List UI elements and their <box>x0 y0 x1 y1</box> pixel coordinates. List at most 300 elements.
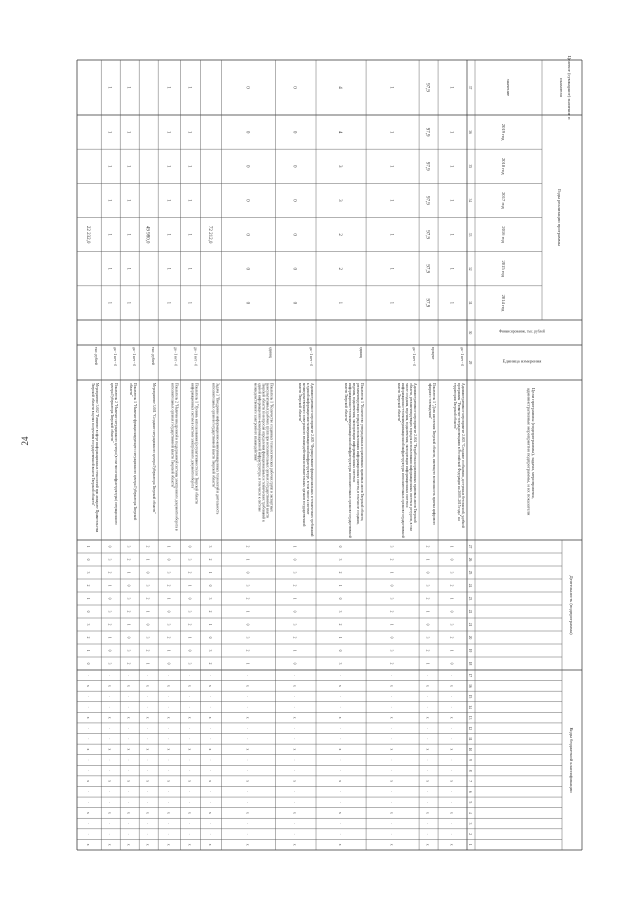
code-mark: · <box>338 727 343 729</box>
code-mark: · <box>86 791 91 793</box>
code-mark: x <box>166 716 171 719</box>
activity-mark: 2 <box>166 636 171 639</box>
code-mark: x <box>245 716 250 719</box>
row-unit: тыс. рублей <box>94 347 99 365</box>
row-text: Показатель 2 "Наличие ситуационного центра (в том числе инфраструктуры) ситуационногоцентра Губернатора Тверской области" <box>110 383 119 525</box>
row-text: Показатель 1 "Количество утвержденных нормативных правовых актов Тверской области,регламентирующих порядок использования информационных систем, в том числе создания,ведения, подключения, эксплуатации информационных систем иинформационно-телекоммуникационной инфраструктуры исполнительных органов государственнойвласти Тверской области" <box>344 383 365 538</box>
col-number: 37 <box>468 85 472 90</box>
activity-mark: 1 <box>187 636 192 639</box>
code-mark: · <box>208 769 213 772</box>
activity-mark: 0 <box>107 597 112 600</box>
activity-mark: 1 <box>166 545 171 548</box>
code-mark: · <box>389 727 394 729</box>
activity-mark: 2 <box>292 636 297 639</box>
code-mark: x <box>126 780 131 783</box>
code-mark: · <box>389 833 394 835</box>
activity-mark: 1 <box>208 623 213 626</box>
activity-mark: 3 <box>187 662 192 665</box>
activity-mark: 0 <box>86 662 91 665</box>
code-mark: · <box>166 801 171 803</box>
activity-mark: 3 <box>449 571 454 574</box>
code-mark: x <box>107 748 112 751</box>
row-text: Показатель 1 "Количество созданных технологических рабочих групп и экспертных(консультативных) рабочих групп при исполнительных органах государственной властиТверской области по вопросам определения функциональных и технических требований кединой информационно-коммуникационной инфраструктуре, в том числе к системемежведомственного электронного взаимодействия" <box>253 383 274 522</box>
activity-mark: 3 <box>126 649 131 652</box>
row-unit: да - 1 нет - 0 <box>193 347 198 366</box>
col-number: 5 <box>468 801 472 804</box>
code-mark: · <box>338 695 343 698</box>
code-mark: · <box>245 833 250 835</box>
row-unit: да - 1 нет - 0 <box>309 347 314 366</box>
col-number: 13 <box>468 715 472 720</box>
code-mark: · <box>208 759 213 761</box>
code-mark: x <box>166 780 171 783</box>
code-mark: · <box>86 801 91 803</box>
code-mark: · <box>292 674 297 676</box>
activity-mark: 1 <box>425 662 430 665</box>
row-value: 1 <box>165 267 171 270</box>
code-mark: x <box>245 812 250 814</box>
code-mark: · <box>166 791 171 793</box>
col-number: 29 <box>468 360 472 365</box>
code-mark: · <box>292 791 297 793</box>
code-mark: · <box>292 738 297 740</box>
col-number: 35 <box>468 164 472 169</box>
activity-mark: 3 <box>245 584 250 587</box>
code-mark: · <box>187 769 192 772</box>
activity-mark: 2 <box>245 545 250 548</box>
activity-mark: 0 <box>425 571 430 574</box>
activity-mark: 0 <box>208 584 213 587</box>
row-unit: да - 1 нет - 0 <box>460 347 464 366</box>
code-mark: · <box>245 674 250 676</box>
code-mark: · <box>245 706 250 708</box>
code-mark: · <box>107 822 112 825</box>
code-mark: · <box>449 674 454 676</box>
code-mark: · <box>145 738 150 740</box>
code-mark: · <box>86 674 91 676</box>
activity-mark: 1 <box>166 649 171 652</box>
code-mark: · <box>145 791 150 793</box>
code-mark: x <box>449 748 454 751</box>
code-mark: · <box>425 759 430 761</box>
code-mark: · <box>425 822 430 825</box>
code-mark: · <box>166 759 171 761</box>
activity-mark: 2 <box>389 610 394 613</box>
code-mark: x <box>389 843 394 846</box>
row-text: Административное мероприятие 2.005 "Формирование функциональных и технических требованийк единой информационно-коммуникационной инфраструктуре, в том числе к системемежведомственного электронного взаимодействия исполнительных органов государственнойвласти Тверской области" <box>298 383 315 537</box>
row-value: 1 <box>186 130 192 134</box>
row-value: 49 980,0 <box>144 225 150 244</box>
activity-mark: 2 <box>126 610 131 613</box>
code-mark: · <box>166 674 171 676</box>
col-number: 22 <box>468 609 472 614</box>
code-mark: x <box>245 684 250 687</box>
code-mark: · <box>245 822 250 825</box>
code-mark: · <box>145 674 150 676</box>
activity-mark: 1 <box>86 649 91 652</box>
row-value: 1 <box>125 165 131 168</box>
activity-mark: 1 <box>449 597 454 600</box>
code-mark: x <box>389 812 394 814</box>
page-number: 24 <box>20 436 30 446</box>
code-mark: x <box>208 684 213 687</box>
activity-mark: 3 <box>338 558 343 561</box>
row-value: 0 <box>291 301 297 305</box>
code-mark: · <box>245 738 250 740</box>
code-mark: · <box>449 706 454 708</box>
activity-mark: 0 <box>292 558 297 561</box>
activity-mark: 1 <box>86 597 91 600</box>
row-value: 0 <box>291 130 297 134</box>
col-number: 20 <box>468 635 472 640</box>
activity-mark: 2 <box>187 623 192 626</box>
code-mark: x <box>292 812 297 814</box>
code-mark: x <box>107 780 112 783</box>
code-mark: x <box>208 843 213 846</box>
activity-mark: 3 <box>425 636 430 639</box>
row-value: 1 <box>337 301 343 305</box>
activity-mark: 2 <box>126 558 131 561</box>
row-value: 1 <box>186 301 192 305</box>
activity-mark: 2 <box>389 662 394 665</box>
code-mark: · <box>145 706 150 708</box>
code-mark: x <box>292 748 297 751</box>
row-value: 1 <box>388 130 394 134</box>
row-value: 97,9 <box>424 298 430 308</box>
row-value: 22 232,0 <box>85 225 91 244</box>
code-mark: · <box>208 738 213 740</box>
activity-mark: 2 <box>107 623 112 626</box>
code-mark: · <box>107 833 112 835</box>
code-mark: · <box>449 695 454 698</box>
col-number: 3 <box>468 822 472 825</box>
row-value: 1 <box>106 165 112 168</box>
activity-mark: 2 <box>389 558 394 561</box>
col-number: 12 <box>468 726 472 731</box>
activity-mark: 0 <box>145 623 150 626</box>
target-header-2: оказателя <box>559 78 564 97</box>
code-mark: · <box>449 801 454 803</box>
code-mark: · <box>107 769 112 772</box>
col-number: 17 <box>468 673 472 678</box>
code-mark: · <box>449 738 454 740</box>
row-value: 1 <box>165 86 171 89</box>
activity-mark: 1 <box>338 584 343 587</box>
code-mark: x <box>107 716 112 719</box>
activity-mark: 1 <box>145 558 150 561</box>
activity-mark: 1 <box>245 662 250 665</box>
activity-mark: 2 <box>449 584 454 587</box>
code-mark: x <box>338 748 343 751</box>
activity-mark: 0 <box>245 623 250 626</box>
code-mark: x <box>449 684 454 687</box>
year-label: 2016 год <box>501 226 506 243</box>
row-value: 1 <box>448 165 454 168</box>
activity-mark: 2 <box>338 623 343 626</box>
col-number: 26 <box>468 557 472 562</box>
row-value: 2 <box>337 267 343 270</box>
activity-mark: 3 <box>187 610 192 613</box>
code-mark: · <box>425 769 430 772</box>
activity-mark: 2 <box>245 649 250 652</box>
code-mark: · <box>245 769 250 772</box>
code-mark: · <box>292 822 297 825</box>
code-mark: x <box>338 780 343 783</box>
code-mark: · <box>86 759 91 761</box>
code-mark: x <box>425 684 430 687</box>
code-mark: x <box>389 716 394 719</box>
code-mark: · <box>425 706 430 708</box>
row-text: Задача 3 "Внедрение информационно-коммуникационных технологий в деятельностьисполнительных органов государственной власти Тверской области" <box>211 383 220 515</box>
code-mark: · <box>425 791 430 793</box>
year-label: 2018 год <box>501 157 506 175</box>
row-value: 97,9 <box>424 230 430 239</box>
code-mark: x <box>166 748 171 751</box>
row-value: 1 <box>388 267 394 270</box>
col-number: 11 <box>468 737 472 741</box>
row-value: 1 <box>448 233 454 236</box>
row-value: 1 <box>106 267 112 270</box>
col-number: 24 <box>468 583 472 588</box>
col-number: 1 <box>468 843 472 846</box>
code-mark: x <box>389 780 394 783</box>
code-mark: · <box>425 801 430 803</box>
code-mark: · <box>86 833 91 835</box>
code-mark: · <box>86 738 91 740</box>
row-value: 4 <box>337 130 343 134</box>
row-value: 0 <box>244 86 250 89</box>
code-mark: · <box>187 738 192 740</box>
row-text: Административное мероприятие 2.004 "Разработка нормативных правовых актов Тверскойобласти, регламентирующих порядок использования информационных систем и ресурсов, в томчисле создания, ведения, подключения, эксплуатации информационных систем иинформационно-телекоммуникационной инфраструктуры исполнительных органов государственнойвласти Тверской области" <box>397 383 418 538</box>
code-mark: · <box>292 727 297 729</box>
col-number: 16 <box>468 684 472 688</box>
activity-mark: 2 <box>425 545 430 548</box>
col-number: 30 <box>468 330 472 335</box>
code-mark: · <box>107 801 112 803</box>
code-mark: x <box>126 684 131 687</box>
year-label: 2019 год <box>501 123 506 141</box>
activity-mark: 3 <box>86 571 91 574</box>
row-text: Показатель 1 "Уровень использования (результативности) по Тверской областиинформационных систем в системе электронного документооборота" <box>190 383 199 504</box>
code-mark: · <box>145 759 150 761</box>
code-mark: · <box>187 727 192 729</box>
code-mark: · <box>338 791 343 793</box>
activity-mark: 0 <box>389 584 394 587</box>
activity-mark: 0 <box>86 610 91 613</box>
code-mark: · <box>338 706 343 708</box>
col-number: 27 <box>468 544 472 549</box>
activity-mark: 1 <box>86 545 91 548</box>
activity-mark: 2 <box>245 597 250 600</box>
activity-mark: 3 <box>245 636 250 639</box>
code-mark: x <box>187 716 192 719</box>
code-mark: · <box>187 695 192 698</box>
activity-mark: 1 <box>425 610 430 613</box>
col-number: 2 <box>468 833 472 836</box>
code-mark: x <box>86 716 91 719</box>
row-value: 1 <box>106 233 112 236</box>
activity-mark: 0 <box>187 597 192 600</box>
row-value: 1 <box>165 130 171 134</box>
code-mark: x <box>145 780 150 783</box>
activity-mark: 1 <box>107 584 112 587</box>
code-mark: · <box>389 801 394 803</box>
activity-mark: 3 <box>208 649 213 652</box>
code-mark: x <box>86 812 91 814</box>
code-mark: · <box>208 791 213 793</box>
activity-mark: 1 <box>208 571 213 574</box>
activity-mark: 0 <box>187 545 192 548</box>
code-mark: x <box>107 684 112 687</box>
code-mark: · <box>107 706 112 708</box>
row-value: 4 <box>337 86 343 89</box>
row-value: 1 <box>125 199 131 202</box>
activity-mark: 3 <box>292 623 297 626</box>
col-number: 36 <box>468 130 472 134</box>
code-mark: x <box>145 812 150 814</box>
code-mark: x <box>187 843 192 846</box>
code-mark: · <box>86 695 91 698</box>
activity-mark: 1 <box>389 623 394 626</box>
code-mark: · <box>449 769 454 772</box>
code-mark: · <box>145 822 150 825</box>
activity-mark: 0 <box>107 545 112 548</box>
code-mark: x <box>449 812 454 814</box>
col-number: 8 <box>468 769 472 772</box>
code-mark: · <box>187 833 192 835</box>
row-value: 1 <box>448 267 454 270</box>
row-value: 97,9 <box>424 196 430 205</box>
code-mark: x <box>338 716 343 719</box>
row-value: 1 <box>388 301 394 305</box>
activity-mark: 2 <box>292 584 297 587</box>
code-mark: · <box>338 769 343 772</box>
code-mark: x <box>208 716 213 719</box>
activity-mark: 1 <box>126 571 131 574</box>
code-mark: · <box>208 674 213 676</box>
code-mark: · <box>166 822 171 825</box>
row-value: 0 <box>291 86 297 89</box>
activity-mark: 1 <box>187 584 192 587</box>
activity-mark: 0 <box>292 610 297 613</box>
years-header: Годы реализации программы <box>557 189 562 246</box>
code-mark: x <box>126 843 131 846</box>
code-mark: · <box>107 674 112 676</box>
code-mark: · <box>86 822 91 825</box>
activity-mark: 3 <box>107 558 112 561</box>
code-mark: · <box>107 791 112 793</box>
activity-mark: 1 <box>449 545 454 548</box>
code-mark: x <box>389 684 394 687</box>
row-value: 1 <box>106 199 112 202</box>
code-mark: · <box>208 706 213 708</box>
activity-mark: 2 <box>208 558 213 561</box>
activity-mark: 3 <box>292 571 297 574</box>
col-number: 23 <box>468 596 472 601</box>
code-mark: · <box>338 759 343 761</box>
code-mark: · <box>389 738 394 740</box>
activity-mark: 3 <box>126 545 131 548</box>
row-value: 1 <box>125 267 131 270</box>
col-number: 32 <box>468 266 472 271</box>
code-mark: · <box>126 833 131 835</box>
row-value: 1 <box>106 301 112 305</box>
code-mark: · <box>292 769 297 772</box>
row-value: 0 <box>291 199 297 202</box>
code-mark: · <box>107 695 112 698</box>
row-value: 1 <box>388 199 394 202</box>
code-mark: · <box>86 727 91 729</box>
row-value: 72 212,0 <box>207 225 213 244</box>
row-value: 1 <box>165 301 171 305</box>
code-mark: x <box>425 716 430 719</box>
code-mark: · <box>389 706 394 708</box>
activity-mark: 1 <box>449 649 454 652</box>
col-number: 14 <box>468 705 472 709</box>
activity-mark: 3 <box>338 662 343 665</box>
row-value: 1 <box>186 86 192 89</box>
code-mark: · <box>107 759 112 761</box>
code-mark: x <box>292 843 297 846</box>
row-value: 0 <box>244 165 250 168</box>
code-mark: x <box>166 812 171 814</box>
code-mark: x <box>208 812 213 814</box>
activity-mark: 3 <box>338 610 343 613</box>
activity-mark: 0 <box>187 649 192 652</box>
row-value: 0 <box>244 301 250 305</box>
code-mark: · <box>425 674 430 676</box>
activity-mark: 2 <box>338 571 343 574</box>
code-mark: x <box>187 748 192 751</box>
row-value: 1 <box>388 233 394 236</box>
activity-mark: 0 <box>338 597 343 600</box>
row-value: 0 <box>244 199 250 202</box>
row-value: 0 <box>244 267 250 270</box>
activity-mark: 2 <box>208 662 213 665</box>
code-mark: x <box>425 812 430 814</box>
code-mark: x <box>126 748 131 751</box>
code-mark: · <box>245 759 250 761</box>
row-value: 1 <box>448 301 454 305</box>
goal-header: Цели программы (подпрограммы), задачи, мероприятия,административные мероприятия подпрограммы, и их показатели <box>526 388 536 516</box>
activity-mark: 1 <box>292 545 297 548</box>
code-mark: x <box>166 684 171 687</box>
code-mark: x <box>86 843 91 846</box>
code-mark: · <box>208 695 213 698</box>
activity-mark: 3 <box>389 597 394 600</box>
activity-mark: 2 <box>145 545 150 548</box>
activity-mark: 3 <box>425 584 430 587</box>
activity-mark: 2 <box>425 597 430 600</box>
activity-mark: 0 <box>449 610 454 613</box>
activity-mark: 0 <box>389 636 394 639</box>
activity-mark: 1 <box>425 558 430 561</box>
code-mark: · <box>126 801 131 803</box>
code-mark: x <box>86 684 91 687</box>
code-mark: · <box>389 674 394 676</box>
activity-mark: 3 <box>208 545 213 548</box>
row-value: 1 <box>125 86 131 89</box>
code-mark: · <box>187 801 192 803</box>
code-mark: · <box>145 801 150 803</box>
activity-mark: 0 <box>166 610 171 613</box>
activity-mark: 0 <box>338 545 343 548</box>
activity-mark: 1 <box>245 610 250 613</box>
code-mark: · <box>187 674 192 676</box>
row-value: 1 <box>165 165 171 168</box>
row-value: 1 <box>448 199 454 202</box>
activity-mark: 3 <box>166 623 171 626</box>
